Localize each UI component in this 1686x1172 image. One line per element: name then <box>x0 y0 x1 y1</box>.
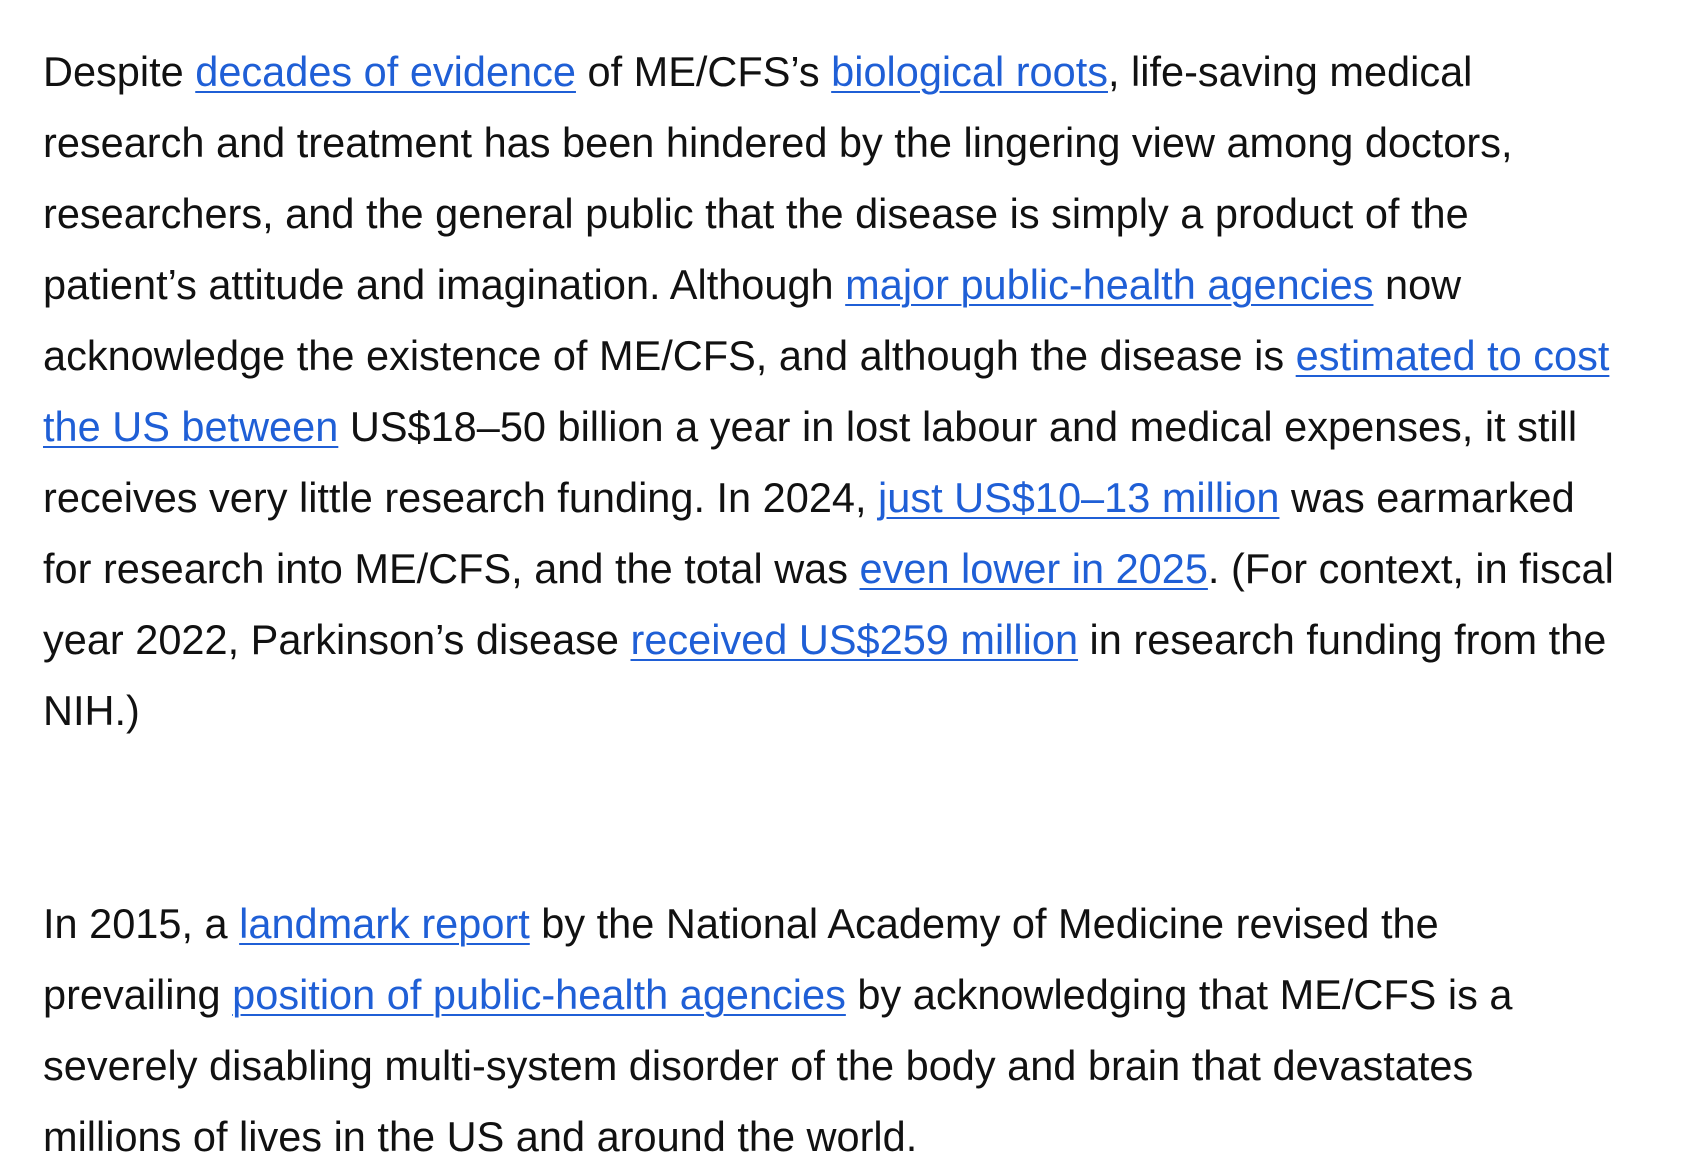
text-run: of ME/CFS’s <box>575 48 832 95</box>
text-run: In 2015, a <box>43 900 240 947</box>
text-run: by acknowledging that ME/CFS is a severely disabling multi-system disorder of the body and brain that devastates millions of lives in the US and around the world. <box>43 971 1513 1160</box>
link-position-of-agencies[interactable]: position of public-health agencies <box>232 971 846 1018</box>
text-run: . (For context, in fiscal year 2022, Parkinson’s disease <box>43 545 1614 663</box>
link-major-public-health-agencies[interactable]: major public-health agencies <box>845 261 1374 308</box>
text-run: was earmarked for research into ME/CFS, and the total was <box>43 474 1575 592</box>
paragraph-funding <box>43 36 1623 746</box>
text-run: in research funding from the NIH.) <box>43 616 1607 734</box>
paragraph-landmark-report <box>43 888 1623 1172</box>
link-received-funding[interactable]: received US$259 million <box>630 616 1079 663</box>
text-run: , life-saving medical research and treatment has been hindered by the lingering view among doctors, researchers, and the general public that the disease is simply a product of the patient’s attitude and imagination. Although <box>43 48 1513 308</box>
text-run: Despite <box>43 48 196 95</box>
article-body <box>43 36 1623 1172</box>
text-run: US$18–50 billion a year in lost labour and medical expenses, it still receives very little research funding. In 2024, <box>43 403 1578 521</box>
link-estimated-cost[interactable]: estimated to cost the US between <box>43 332 1610 450</box>
link-biological-roots[interactable]: biological roots <box>831 48 1108 95</box>
link-decades-of-evidence[interactable]: decades of evidence <box>195 48 576 95</box>
text-run: now acknowledge the existence of ME/CFS, and although the disease is <box>43 261 1462 379</box>
link-just-funding-2024[interactable]: just US$10–13 million <box>878 474 1280 521</box>
text-run: by the National Academy of Medicine revised the prevailing <box>43 900 1439 1018</box>
link-landmark-report[interactable]: landmark report <box>239 900 530 947</box>
link-even-lower-2025[interactable]: even lower in 2025 <box>859 545 1208 592</box>
